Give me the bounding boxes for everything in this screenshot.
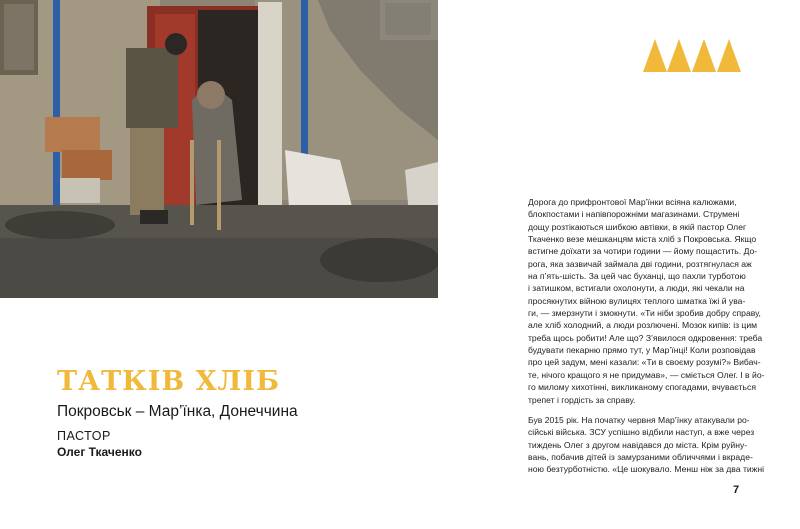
text-line: про цей задум, мені казали: «Ти в своєму розумі?» Вибач- [528, 357, 761, 368]
text-line: трепет і гордість за справу. [528, 394, 636, 405]
person-name: Олег Ткаченко [57, 445, 142, 459]
text-line: треба щось робити! Але що? З’явилося одкровення: треба [528, 332, 763, 343]
text-line: дощу розтікаються шибкою автівки, в якій пастор Олег [528, 221, 747, 232]
text-line: Був 2015 рік. На початку червня Мар’їнку атакували ро- [528, 414, 750, 425]
paragraph-2 [528, 414, 765, 476]
text-line: встигне доїхати за чотири години — йому пощастить. До- [528, 246, 758, 257]
text-line: рога, яка зазвичай займала дві години, розтягнулася аж [528, 258, 752, 269]
text-line: але хліб холодний, а люди розлючені. Мозок кипів: із цим [528, 320, 758, 331]
text-line: тиждень Олег з другом навідався до міста. Крім руйну- [528, 439, 748, 450]
paragraph-1 [528, 196, 765, 406]
text-line: го милому хихотінні, викликаному спогадами, вчувається [528, 382, 756, 393]
text-line: і затишком, встигали охолонути, а люди, які чекали на [528, 283, 745, 294]
article-title: ТАТКІВ ХЛІБ [57, 366, 281, 397]
text-line: на п’ять-шість. За цей час буханці, що пахли турботою [528, 271, 746, 282]
paragraph-spacer [528, 406, 742, 414]
text-line: просякнутих війною вулицях теплого шматка їжі й ува- [528, 295, 746, 306]
article-body [528, 196, 765, 476]
text-line: будувати пекарню прямо тут, у Мар’їнці! Коли розповідав [528, 345, 756, 356]
text-line: ною безтурботністю. «Це шокувало. Менш ніж за два тижні [528, 464, 765, 475]
text-line: вань, побачив дітей із замурзаними обличчями і вкраде- [528, 451, 753, 462]
four-triangles-logo-icon [643, 39, 741, 72]
logo [643, 39, 741, 72]
page-number: 7 [733, 484, 740, 496]
text-line: Ткаченко везе мешканцям міста хліб з Покровська. Якщо [528, 234, 757, 245]
person-role: ПАСТОР [57, 429, 111, 443]
text-line: ги, — змерзнути і змокнути. «Ти ніби зробив добру справу, [528, 308, 761, 319]
text-line: сійські війська. ЗСУ успішно відбили наступ, а вже через [528, 427, 755, 438]
text-line: те, нічого кращого я не придумав», — сміється Олег. І в йо- [528, 369, 765, 380]
text-line: Дорога до прифронтової Мар’їнки всіяна калюжами, [528, 197, 737, 207]
photo-illustration [0, 0, 438, 298]
text-line: блокпостами і напівпорожніми магазинами. Струмені [528, 209, 740, 220]
photo [0, 0, 438, 298]
article-location: Покровськ – Мар’їнка, Донеччина [57, 403, 298, 420]
